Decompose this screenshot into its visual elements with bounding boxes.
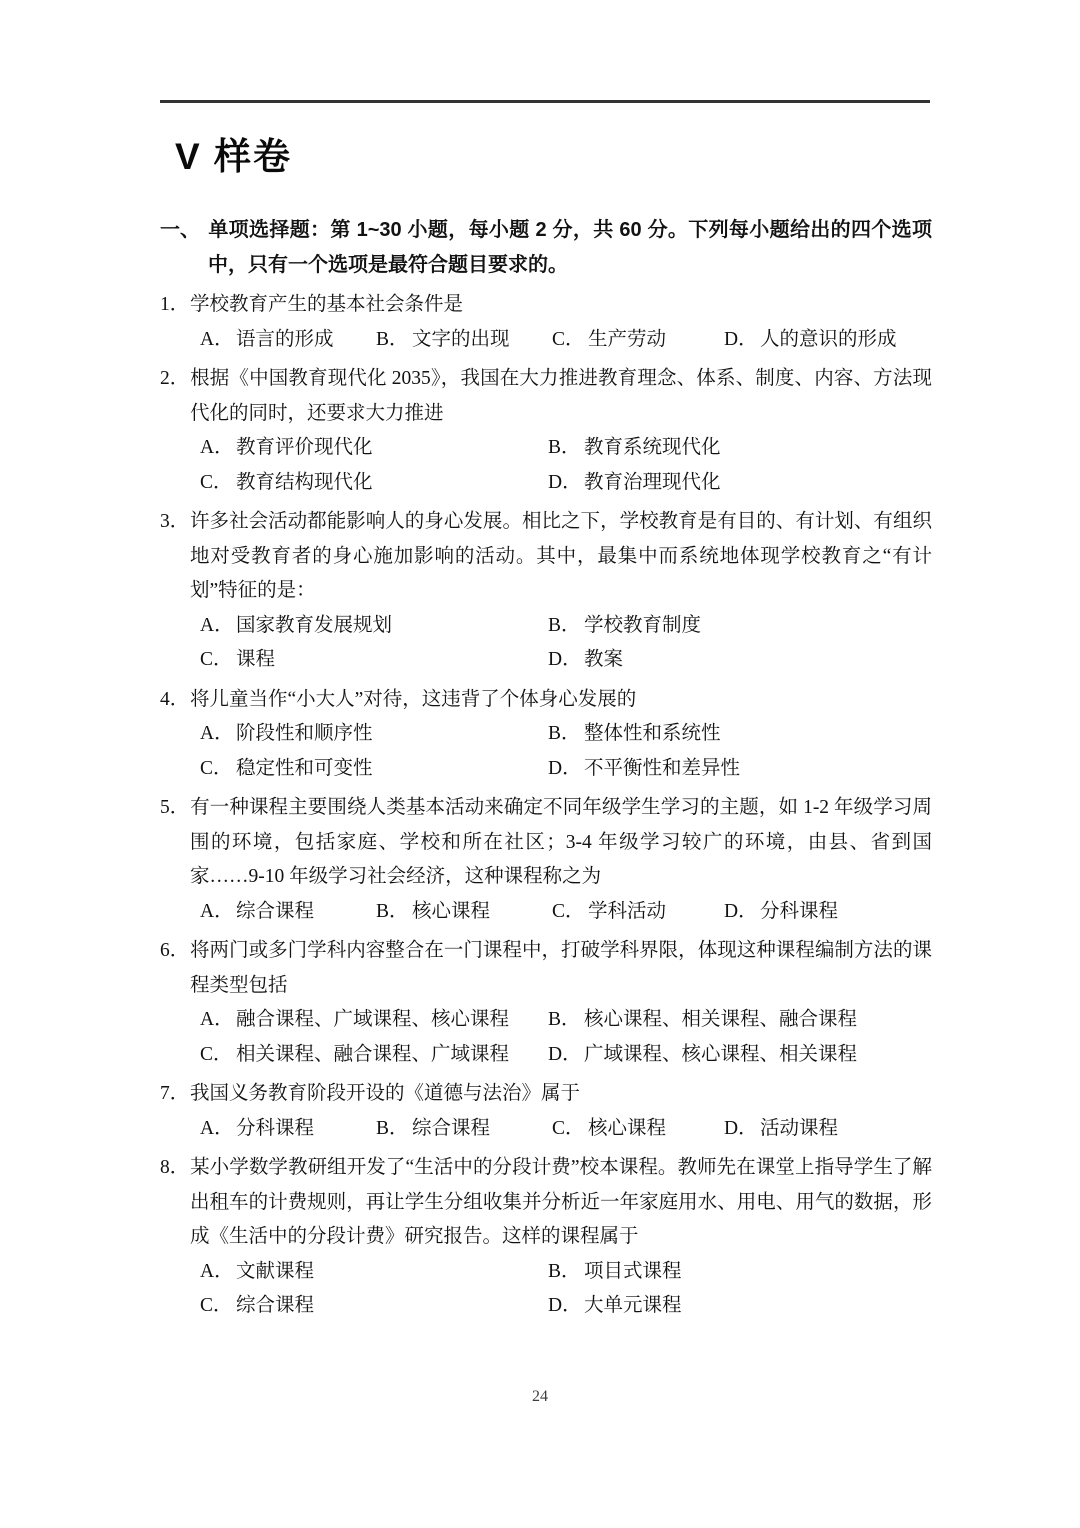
option-label: B．: [548, 1009, 581, 1030]
option-text: 整体性和系统性: [584, 723, 721, 744]
option-text: 综合课程: [412, 1117, 491, 1139]
option-d: [724, 1112, 932, 1147]
option-a: [200, 609, 548, 644]
option-label: B．: [548, 723, 581, 744]
option-text: 核心课程: [412, 900, 491, 922]
option-label: B．: [376, 900, 409, 922]
options-group: [200, 609, 932, 678]
question: [160, 683, 932, 787]
option-text: 融合课程、广域课程、核心课程: [236, 1009, 510, 1030]
option-text: 教育评价现代化: [236, 437, 373, 458]
option-text: 教育系统现代化: [584, 437, 721, 458]
option-a: [200, 895, 376, 930]
option-b: [376, 895, 552, 930]
option-text: 教育治理现代化: [584, 471, 721, 493]
option-label: C．: [200, 1295, 233, 1316]
option-label: D．: [548, 649, 582, 670]
option-text: 不平衡性和差异性: [584, 757, 741, 779]
question-stem-row: [160, 1077, 932, 1112]
option-text: 文字的出现: [412, 328, 510, 350]
question-stem-row: [160, 934, 932, 1003]
question-number: 4．: [160, 688, 190, 710]
option-c: [552, 1112, 724, 1147]
options-group: [200, 717, 932, 786]
option-text: 生产劳动: [588, 328, 667, 350]
option-text: 国家教育发展规划: [236, 614, 393, 636]
option-c: [552, 895, 724, 930]
page-number: 24: [532, 1388, 548, 1405]
option-label: A．: [200, 437, 234, 458]
option-text: 人的意识的形成: [760, 328, 897, 350]
page-title: V 样卷: [175, 136, 292, 177]
question-stem: 学校教育产生的基本社会条件是: [190, 294, 464, 315]
option-c: [200, 1289, 548, 1324]
option-d: [724, 323, 932, 358]
question: [160, 288, 932, 357]
option-text: 学校教育制度: [584, 614, 702, 636]
option-b: [548, 717, 932, 752]
option-b: [376, 1112, 552, 1147]
question: [160, 934, 932, 1072]
options-group: [200, 1003, 932, 1072]
question-stem: 根据《中国教育现代化 2035》，我国在大力推进教育理念、体系、制度、内容、方法现代化的同时，还要求大力推进: [190, 368, 932, 424]
option-d: [548, 1289, 932, 1324]
option-a: [200, 323, 376, 358]
option-label: D．: [548, 757, 582, 779]
option-b: [548, 431, 932, 466]
option-label: C．: [200, 649, 233, 670]
options-group: [200, 431, 932, 500]
option-d: [548, 1038, 932, 1073]
question-stem-row: [160, 1151, 932, 1255]
option-d: [548, 752, 932, 787]
option-label: C．: [200, 1043, 233, 1065]
option-text: 项目式课程: [584, 1260, 682, 1282]
section-number: 一、: [160, 219, 200, 241]
question-number: 2．: [160, 368, 190, 389]
question: [160, 362, 932, 500]
question-stem-row: [160, 791, 932, 895]
option-c: [552, 323, 724, 358]
option-label: D．: [548, 471, 582, 493]
option-a: [200, 431, 548, 466]
option-label: A．: [200, 1117, 234, 1139]
question-number: 3．: [160, 511, 190, 532]
option-text: 核心课程、相关课程、融合课程: [584, 1009, 858, 1030]
option-label: A．: [200, 900, 234, 922]
option-c: [200, 1038, 548, 1073]
option-text: 文献课程: [236, 1260, 315, 1282]
question-number: 1．: [160, 294, 190, 315]
question-stem: 将儿童当作“小大人”对待，这违背了个体身心发展的: [190, 688, 637, 710]
option-d: [548, 466, 932, 501]
option-c: [200, 752, 548, 787]
option-label: B．: [376, 328, 409, 350]
option-label: C．: [552, 1117, 585, 1139]
option-b: [376, 323, 552, 358]
option-text: 广域课程、核心课程、相关课程: [584, 1043, 858, 1065]
option-label: C．: [552, 328, 585, 350]
options-group: [200, 1112, 932, 1147]
option-d: [548, 643, 932, 678]
option-label: B．: [548, 614, 581, 636]
section-heading: [160, 213, 932, 283]
section-heading-text: 单项选择题：第 1~30 小题，每小题 2 分，共 60 分。下列每小题给出的四个选项中，只有一个选项是最符合题目要求的。: [208, 219, 932, 276]
options-group: [200, 895, 932, 930]
question: [160, 1077, 932, 1146]
question-stem: 我国义务教育阶段开设的《道德与法治》属于: [190, 1083, 581, 1104]
question-stem-row: [160, 505, 932, 609]
question-number: 7．: [160, 1083, 190, 1104]
question-stem: 某小学数学教研组开发了“生活中的分段计费”校本课程。教师先在课堂上指导学生了解出租车的计费规则，再让学生分组收集并分析近一年家庭用水、用电、用气的数据，形成《生活中的分段计费》研究报告。这样的课程属于: [190, 1157, 932, 1247]
option-text: 活动课程: [760, 1117, 839, 1139]
question-number: 5．: [160, 797, 190, 818]
option-b: [548, 609, 932, 644]
option-text: 综合课程: [236, 900, 315, 922]
header-rule: [160, 100, 930, 103]
option-text: 分科课程: [760, 900, 839, 922]
option-label: B．: [548, 1260, 581, 1282]
option-a: [200, 717, 548, 752]
option-label: A．: [200, 723, 234, 744]
question-stem: 将两门或多门学科内容整合在一门课程中，打破学科界限，体现这种课程编制方法的课程类型包括: [190, 940, 932, 996]
questions-list: [160, 288, 932, 1324]
option-text: 大单元课程: [584, 1295, 682, 1316]
question-stem: 有一种课程主要围绕人类基本活动来确定不同年级学生学习的主题，如 1-2 年级学习周围的环境，包括家庭、学校和所在社区；3-4 年级学习较广的环境，由县、省到国家……9-10 年级学习社会经济，这种课程称之为: [190, 797, 932, 887]
question-number: 6．: [160, 940, 190, 961]
option-text: 稳定性和可变性: [236, 757, 373, 779]
option-label: D．: [548, 1295, 582, 1316]
option-label: D．: [724, 900, 758, 922]
option-text: 阶段性和顺序性: [236, 723, 373, 744]
option-b: [548, 1003, 932, 1038]
option-a: [200, 1003, 548, 1038]
question-stem-row: [160, 288, 932, 323]
option-label: D．: [724, 328, 758, 350]
option-label: B．: [548, 437, 581, 458]
question-number: 8．: [160, 1157, 190, 1178]
option-a: [200, 1255, 548, 1290]
option-c: [200, 466, 548, 501]
option-text: 分科课程: [236, 1117, 315, 1139]
option-text: 核心课程: [588, 1117, 667, 1139]
option-text: 课程: [236, 649, 276, 670]
options-group: [200, 1255, 932, 1324]
option-a: [200, 1112, 376, 1147]
option-label: B．: [376, 1117, 409, 1139]
options-group: [200, 323, 932, 358]
option-label: A．: [200, 1009, 234, 1030]
option-text: 语言的形成: [236, 328, 334, 350]
question: [160, 505, 932, 678]
question-stem: 许多社会活动都能影响人的身心发展。相比之下，学校教育是有目的、有计划、有组织地对受教育者的身心施加影响的活动。其中，最集中而系统地体现学校教育之“有计划”特征的是：: [190, 511, 932, 601]
question: [160, 1151, 932, 1324]
option-label: A．: [200, 1260, 234, 1282]
option-label: C．: [200, 757, 233, 779]
option-b: [548, 1255, 932, 1290]
option-label: C．: [552, 900, 585, 922]
option-label: C．: [200, 471, 233, 493]
option-c: [200, 643, 548, 678]
option-text: 综合课程: [236, 1295, 315, 1316]
option-label: A．: [200, 328, 234, 350]
exam-content: [160, 213, 932, 1324]
option-label: D．: [724, 1117, 758, 1139]
question-stem-row: [160, 683, 932, 718]
option-label: D．: [548, 1043, 582, 1065]
option-text: 学科活动: [588, 900, 667, 922]
option-text: 相关课程、融合课程、广域课程: [236, 1043, 510, 1065]
question-stem-row: [160, 362, 932, 431]
question: [160, 791, 932, 929]
option-label: A．: [200, 614, 234, 636]
option-d: [724, 895, 932, 930]
option-text: 教育结构现代化: [236, 471, 373, 493]
option-text: 教案: [584, 649, 624, 670]
